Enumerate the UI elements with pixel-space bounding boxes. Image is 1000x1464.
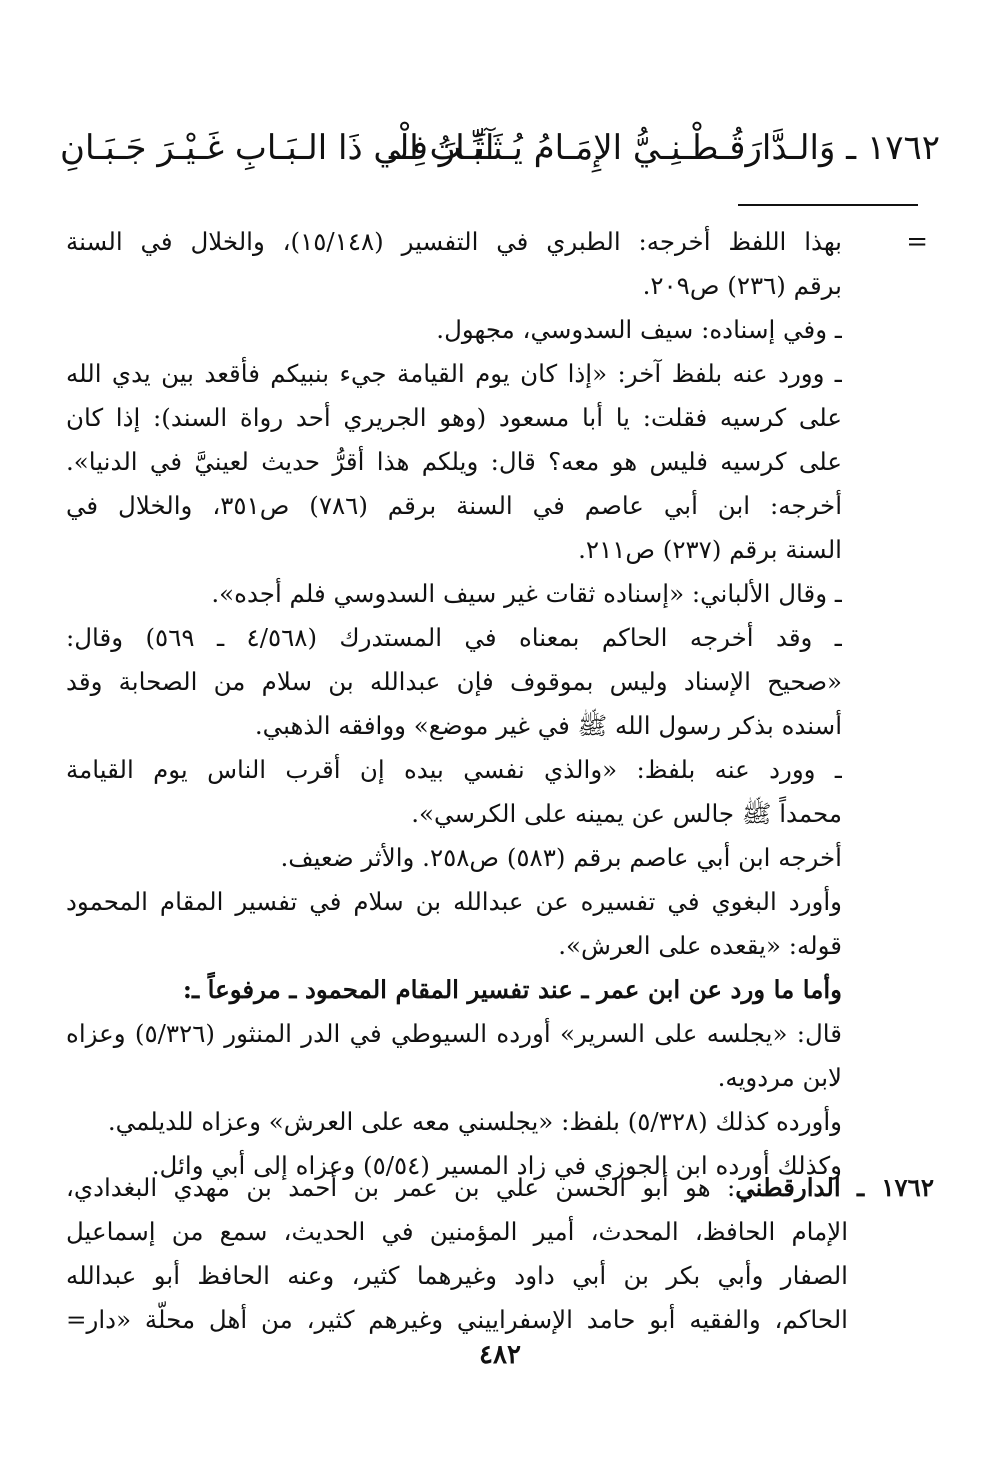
footnote-line: برقم (٢٣٦) ص٢٠٩. <box>642 271 842 300</box>
verse-second-hemistich: آثَـارَ فِـي ذَا الـبَـابِ غَـيْـرَ جَـبَـانِ <box>60 128 495 168</box>
footnote-line: قال: «يجلسه على السرير» أورده السيوطي في الدر المنثور (٥/٣٢٦) وعزاه <box>66 1019 842 1048</box>
footnote-line: ـ وورد عنه بلفظ: «والذي نفسي بيده إن أقرب الناس يوم القيامة <box>66 755 842 784</box>
footnote-line: محمداً ﷺ جالس عن يمينه على الكرسي». <box>411 799 842 828</box>
poem-verse <box>60 118 940 178</box>
footnote-line: ـ وورد عنه بلفظ آخر: «إذا كان يوم القيامة جيء بنبيكم فأقعد بين يدي الله <box>66 359 842 388</box>
continuation-marker: = <box>906 227 928 257</box>
footnote-line: أخرجه ابن أبي عاصم برقم (٥٨٣) ص٢٥٨. والأثر ضعيف. <box>280 843 842 872</box>
footnote-line: أسنده بذكر رسول الله ﷺ في غير موضع» ووافقه الذهبي. <box>254 711 842 740</box>
footnote-line: «صحيح الإسناد وليس بموقوف فإن عبدالله بن سلام من الصحابة وقد <box>66 667 842 696</box>
footnote-line: أخرجه: ابن أبي عاصم في السنة برقم (٧٨٦) ص٣٥١، والخلال في <box>66 491 842 520</box>
entry-line: : هو أبو الحسن علي بن عمر بن أحمد بن مهدي البغدادي، <box>66 1173 736 1202</box>
verse-first-hemistich: ١٧٦٢ ـ وَالـدَّارَقُـطْـنِـيُّ الإِمَـامُ يُـثَـبِّـتُ الْـ <box>388 128 940 168</box>
footnote-line: قوله: «يقعده على العرش». <box>558 931 842 960</box>
entry-name: الدارقطني <box>735 1173 841 1202</box>
entry-line: الصفار وأبي بكر بن أبي داود وغيرهما كثير، وعنه الحافظ أبو عبدالله <box>66 1261 848 1290</box>
entry-number: ١٧٦٢ ـ <box>857 1173 934 1202</box>
entry-line: الإمام الحافظ، المحدث، أمير المؤمنين في الحديث، سمع من إسماعيل <box>66 1217 848 1246</box>
footnote-line: بهذا اللفظ أخرجه: الطبري في التفسير (١٥/١٤٨)، والخلال في السنة <box>66 227 842 256</box>
footnote-line: ـ وقد أخرجه الحاكم بمعناه في المستدرك (٤/٥٦٨ ـ ٥٦٩) وقال: <box>66 623 842 652</box>
footnote-line: وكذلك أورده ابن الجوزي في زاد المسير (٥/٥٤) وعزاه إلى أبي وائل. <box>151 1151 842 1180</box>
entry-line: الحاكم، والفقيه أبو حامد الإسفراييني وغيرهم كثير، من أهل محلّة «دار= <box>66 1305 848 1334</box>
footnote-line: وأورد البغوي في تفسيره عن عبدالله بن سلام في تفسير المقام المحمود <box>66 887 842 916</box>
footnote-line: السنة برقم (٢٣٧) ص٢١١. <box>578 535 842 564</box>
footnote-line: على كرسيه فقلت: يا أبا مسعود (وهو الجريري أحد رواة السند): إذا كان <box>66 403 842 432</box>
footnote-line: لابن مردويه. <box>717 1063 842 1092</box>
footnote-line: ـ وفي إسناده: سيف السدوسي، مجهول. <box>436 315 842 344</box>
footnote-line: وأورده كذلك (٥/٣٢٨) بلفظ: «يجلسني معه على العرش» وعزاه للديلمي. <box>107 1107 842 1136</box>
entry-body <box>66 1210 934 1342</box>
footnote-line: ـ وقال الألباني: «إسناده ثقات غير سيف السدوسي فلم أجده». <box>211 579 842 608</box>
footnote-block <box>66 220 842 1188</box>
footnote-separator <box>738 204 918 206</box>
footnote-line: على كرسيه فليس هو معه؟ قال: ويلكم هذا أقرُّ حديث لعينيَّ في الدنيا». <box>66 447 842 476</box>
entry-first-line <box>66 1166 934 1210</box>
footnote-heading-line: وأما ما ورد عن ابن عمر ـ عند تفسير المقام المحمود ـ مرفوعاً ـ: <box>182 975 842 1004</box>
biography-entry <box>66 1166 934 1342</box>
page-number: ٤٨٢ <box>479 1340 521 1370</box>
